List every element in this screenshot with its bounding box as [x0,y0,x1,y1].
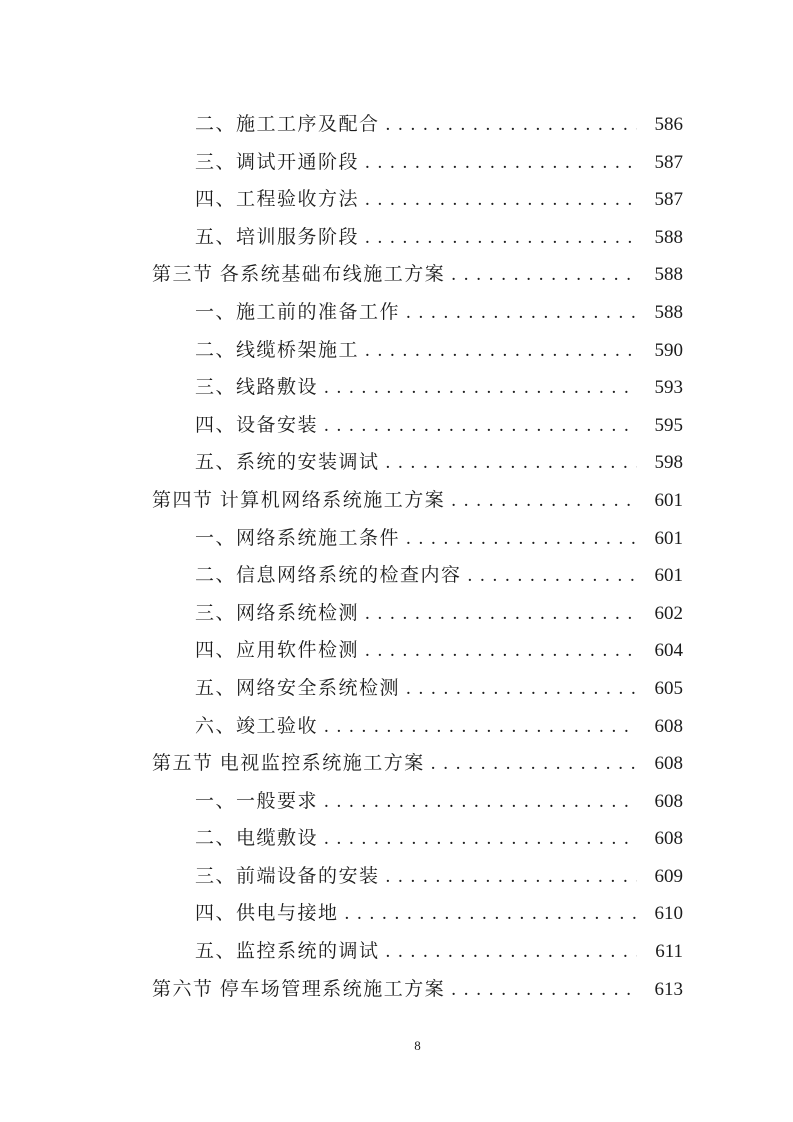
dot-leader [386,933,637,971]
dot-leader [451,482,637,520]
dot-leader [365,181,637,219]
toc-entry-page-number: 587 [654,189,683,211]
toc-entry[interactable] [152,407,683,445]
dot-leader [365,632,637,670]
toc-entry-title: 三、前端设备的安装 [195,865,380,887]
toc-entry-page-number: 595 [654,414,683,436]
toc-entry-page-number: 593 [654,377,683,399]
dot-leader [386,444,637,482]
dot-leader [451,971,637,1009]
toc-entry-page-number: 608 [654,828,683,850]
toc-entry-page-number: 590 [654,339,683,361]
dot-leader [324,820,637,858]
dot-leader [324,783,637,821]
toc-entry-title: 五、培训服务阶段 [195,226,360,248]
dot-leader [451,256,637,294]
toc-entry[interactable] [152,820,683,858]
toc-entry-title: 二、施工工序及配合 [195,114,380,135]
toc-entry[interactable] [152,294,683,332]
toc-entry[interactable] [152,106,683,144]
toc-entry[interactable] [152,895,683,933]
toc-entry[interactable] [152,858,683,896]
toc-entry-page-number: 609 [654,865,683,887]
toc-entry[interactable] [152,670,683,708]
toc-entry-title: 一、网络系统施工条件 [195,527,401,549]
toc-entry-page-number: 608 [654,790,683,812]
toc-entry-title: 五、监控系统的调试 [195,941,380,963]
toc-entry-page-number: 602 [654,602,683,624]
dot-leader [386,858,637,896]
toc-entry[interactable] [152,181,683,219]
toc-entry[interactable] [152,369,683,407]
toc-entry[interactable] [152,708,683,746]
toc-entry-title: 二、电缆敷设 [195,828,319,850]
dot-leader [324,708,637,746]
toc-list [152,106,683,1008]
toc-entry[interactable] [152,933,683,971]
toc-entry-title: 三、网络系统检测 [195,602,360,624]
toc-entry[interactable] [152,144,683,182]
toc-entry[interactable] [152,557,683,595]
page-footer [152,1036,683,1056]
toc-entry-page-number: 611 [655,941,683,963]
toc-entry-page-number: 588 [654,226,683,248]
dot-leader [406,520,637,558]
toc-entry[interactable] [152,482,683,520]
toc-entry[interactable] [152,219,683,257]
toc-entry-title: 四、设备安装 [195,414,319,436]
toc-entry-page-number: 588 [654,264,683,286]
toc-entry-page-number: 601 [654,489,683,511]
dot-leader [406,670,637,708]
toc-entry-page-number: 587 [654,151,683,173]
dot-leader [365,144,637,182]
toc-entry[interactable] [152,520,683,558]
dot-leader [431,745,637,783]
toc-entry[interactable] [152,632,683,670]
toc-entry-title: 二、线缆桥架施工 [195,339,360,361]
toc-entry-title: 一、一般要求 [195,790,319,812]
toc-entry[interactable] [152,595,683,633]
dot-leader [324,407,637,445]
toc-entry-title: 四、供电与接地 [195,903,339,925]
toc-entry-page-number: 610 [654,903,683,925]
dot-leader [468,557,637,595]
toc-entry[interactable] [152,256,683,294]
footer-page-number: 8 [414,1038,421,1053]
dot-leader [406,294,637,332]
toc-entry-page-number: 598 [654,452,683,474]
toc-entry-title: 一、施工前的准备工作 [195,301,401,323]
dot-leader [365,595,637,633]
toc-entry-title: 四、应用软件检测 [195,640,360,662]
toc-entry-title: 第四节 计算机网络系统施工方案 [152,489,446,511]
dot-leader [345,895,637,933]
toc-entry[interactable] [152,444,683,482]
dot-leader [365,332,637,370]
toc-entry-title: 第六节 停车场管理系统施工方案 [152,978,446,1000]
toc-entry-title: 六、竣工验收 [195,715,319,737]
toc-entry-page-number: 608 [654,715,683,737]
toc-entry-title: 三、线路敷设 [195,377,319,399]
toc-entry-title: 二、信息网络系统的检查内容 [195,565,462,587]
toc-entry-page-number: 601 [654,527,683,549]
toc-entry-title: 四、工程验收方法 [195,189,360,211]
toc-entry-page-number: 588 [654,301,683,323]
toc-entry[interactable] [152,971,683,1009]
dot-leader [324,369,637,407]
toc-entry-page-number: 601 [654,565,683,587]
toc-entry-title: 第五节 电视监控系统施工方案 [152,753,425,775]
toc-entry-page-number: 605 [654,677,683,699]
toc-entry[interactable] [152,783,683,821]
toc-entry-title: 三、调试开通阶段 [195,151,360,173]
toc-entry[interactable] [152,332,683,370]
toc-entry-title: 五、系统的安装调试 [195,452,380,474]
toc-entry-page-number: 608 [654,753,683,775]
toc-entry-page-number: 613 [654,978,683,1000]
toc-entry-page-number: 586 [654,114,683,135]
toc-entry[interactable] [152,745,683,783]
dot-leader [386,106,637,144]
toc-entry-page-number: 604 [654,640,683,662]
dot-leader [365,219,637,257]
toc-entry-title: 五、网络安全系统检测 [195,677,401,699]
toc-entry-title: 第三节 各系统基础布线施工方案 [152,264,446,286]
